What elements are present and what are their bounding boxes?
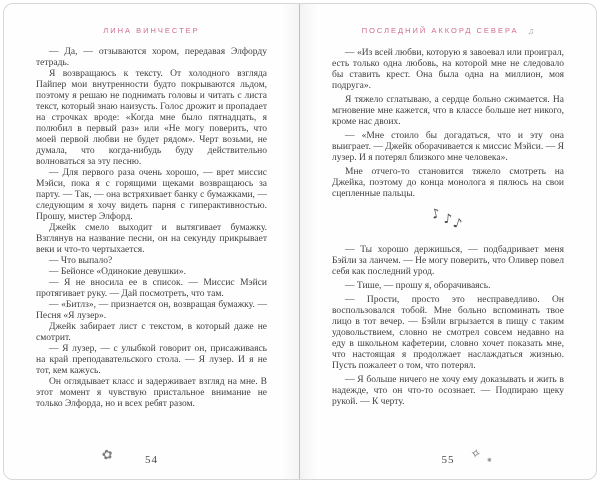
left-page bbox=[4, 4, 300, 479]
right-page bbox=[300, 4, 596, 479]
left-page-header bbox=[36, 26, 267, 35]
left-page-number: 54 bbox=[145, 454, 158, 466]
paragraph: — Что выпало? bbox=[49, 256, 113, 266]
left-page-footer bbox=[4, 447, 299, 468]
music-notes-doodle bbox=[332, 206, 564, 236]
book-spread bbox=[3, 3, 597, 480]
paragraph: — «Мне стоило бы догадаться, что и эту она выиграет. — Джейк оборачивается к миссис Мэйси. — Я лузер. И я потерял близкого мне человека». bbox=[332, 131, 564, 163]
small-star-doodle-icon: ⁕ bbox=[486, 456, 493, 465]
left-page-body bbox=[36, 47, 267, 410]
book-title: ПОСЛЕДНИЙ АККОРД СЕВЕРА bbox=[361, 26, 519, 35]
paragraph: Он оглядывает класс и задерживает взгляд на мне. В этот момент я чувствую пристальное внимание не только Элфорда, но и всех ребят разом. bbox=[36, 377, 267, 409]
eighth-note-icon: ♪ bbox=[451, 215, 464, 233]
paragraph: — «Битлз», — признается он, возвращая бумажку. — Песня «Я лузер». bbox=[36, 300, 267, 321]
paragraph: — Для первого раза очень хорошо, — врет миссис Мэйси, пока я с горящими щеками возвращаюсь за парту. — Так, — она встряхивает банку с бумажками, — следующим я хочу видеть парня с гиперактивностью. Прошу, мистер Элфорд. bbox=[36, 168, 267, 222]
right-page-number: 55 bbox=[441, 454, 455, 466]
paragraph: — Ты хорошо держишься, — подбадривает меня Бэйли за ланчем. — Не могу поверить, что Оливер повел себя как последний урод. bbox=[332, 245, 564, 277]
paragraph: Мне отчего-то становится тяжело смотреть на Джейка, поэтому до конца монолога я пялюсь на свои сцепленные пальцы. bbox=[332, 167, 564, 199]
eighth-note-icon: ♪ bbox=[429, 206, 442, 223]
author-name: ЛИНА ВИНЧЕСТЕР bbox=[103, 26, 200, 35]
flower-doodle-icon: ✿ bbox=[100, 447, 114, 464]
paragraph: Я возвращаюсь к тексту. От холодного взгляда Пайпер мои внутренности будто покрываются льдом, поэтому я решаю не поднимать головы и читать с листа текст, который знаю наизусть. Голос дрожит и пропадает на строчках вроде: «Когда мне было пятнадцать, я полюбил в первый раз» или «Не могу поверить, что моей первой любви не будет рядом». Черт возьми, не думала, что когда-нибудь буду действительно волноваться за эту песню. bbox=[36, 69, 267, 167]
paragraph: Джейк забирает лист с текстом, в который даже не смотрит. bbox=[36, 322, 267, 343]
eighth-note-icon: ♪ bbox=[443, 211, 453, 228]
paragraph: — Прости, просто это несправедливо. Он воспользовался тобой. Мне больно вспоминать твое лицо в тот вечер. — Бэйли вгрызается в пищу с таким удовольствием, словно не смотрел совсем недавно на еду в школьном кафетерии, словно хочет показать мне, что настоящая я продолжает наслаждаться жизнью. Пусть пожалеет о том, что потерял. bbox=[332, 295, 564, 371]
paragraph: — Тише, — прошу я, оборачиваясь. bbox=[345, 281, 491, 291]
paragraph: — Я лузер, — с улыбкой говорит он, присаживаясь на край преподавательского стола. — Я лузер. И я не тот, кем кажусь. bbox=[36, 344, 267, 376]
right-page-body bbox=[332, 48, 564, 408]
right-page-footer bbox=[300, 446, 596, 468]
right-page-header bbox=[332, 26, 564, 36]
paragraph: — Я больше ничего не хочу ему доказывать и жить в надежде, что он что-то осознает. — Подпираю щеку рукой. — К черту. bbox=[332, 375, 564, 407]
music-note-icon: ♫ bbox=[527, 26, 535, 36]
paragraph: Я тяжело сглатываю, а сердце больно сжимается. На мгновение мне кажется, что в классе больше нет никого, кроме нас двоих. bbox=[332, 95, 564, 127]
paragraph: — Да, — отзываются хором, передавая Элфорду тетрадь. bbox=[36, 47, 267, 68]
star-doodle-icon: ✧ bbox=[468, 446, 483, 463]
paragraph: — Бейонсе «Одинокие девушки». bbox=[49, 267, 187, 277]
paragraph: Джейк смело выходит и вытягивает бумажку. Взглянув на название песни, он на секунду прикрывает веки и что-то чертыхается. bbox=[36, 223, 267, 255]
paragraph: — Я не вносила ее в список. — Миссис Мэйси протягивает руку. — Дай посмотреть, что там. bbox=[36, 278, 267, 299]
paragraph: — «Из всей любви, которую я завоевал или проиграл, есть только одна любовь, на которой мне не следовало бы ставить крест. Она была одна на миллион, моя подруга». bbox=[332, 48, 564, 91]
